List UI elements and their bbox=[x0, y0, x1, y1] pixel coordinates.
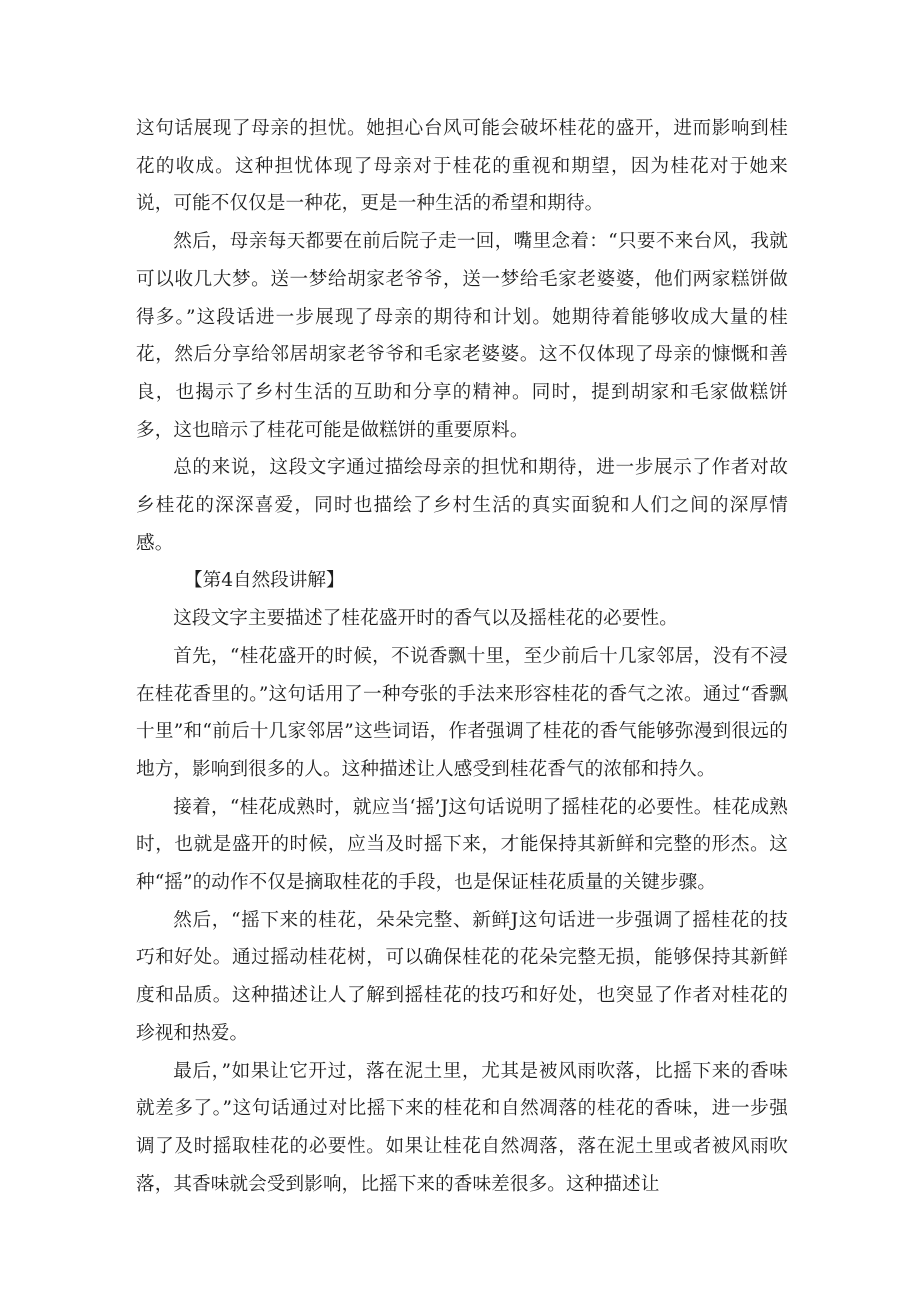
paragraph-5: 首先，“桂花盛开的时候，不说香飘十里，至少前后十几家邻居，没有不浸在桂花香里的。”这句话用了一种夸张的手法来形容桂花的香气之浓。通过“香飘十里”和“前后十几家邻居”这些词语，作者强调了桂花的香气能够弥漫到很远的地方，影响到很多的人。这种描述让人感受到桂花香气的浓郁和持久。 bbox=[136, 645, 788, 780]
paragraph-7: 然后，“摇下来的桂花，朵朵完整、新鲜J这句话进一步强调了摇桂花的技巧和好处。通过摇动桂花树，可以确保桂花的花朵完整无损，能够保持其新鲜度和品质。这种描述让人了解到摇桂花的技巧和好处，也突显了作者对桂花的珍视和热爱。 bbox=[136, 909, 788, 1044]
paragraph-3: 总的来说，这段文字通过描绘母亲的担忧和期待，进一步展示了作者对故乡桂花的深深喜爱，同时也描绘了乡村生活的真实面貌和人们之间的深厚情感。 bbox=[136, 457, 788, 554]
paragraph-2: 然后，母亲每天都要在前后院子走一回，嘴里念着：“只要不来台风，我就可以收几大梦。送一梦给胡家老爷爷，送一梦给毛家老婆婆，他们两家糕饼做得多。”这段话进一步展现了母亲的期待和计划。她期待着能够收成大量的桂花，然后分享给邻居胡家老爷爷和毛家老婆婆。这不仅体现了母亲的慷慨和善良，也揭示了乡村生活的互助和分享的精神。同时，提到胡家和毛家做糕饼多，这也暗示了桂花可能是做糕饼的重要原料。 bbox=[136, 231, 788, 441]
paragraph-4: 这段文字主要描述了桂花盛开时的香气以及摇桂花的必要性。 bbox=[173, 608, 678, 630]
paragraph-1: 这句话展现了母亲的担忧。她担心台风可能会破坏桂花的盛开，进而影响到桂花的收成。这种担忧体现了母亲对于桂花的重视和期望，因为桂花对于她来说，可能不仅仅是一种花，更是一种生活的希望和期待。 bbox=[136, 118, 788, 215]
paragraph-6: 接着，“桂花成熟时，就应当‘摇’J这句话说明了摇桂花的必要性。桂花成熟时，也就是盛开的时候，应当及时摇下来，才能保持其新鲜和完整的形杰。这种“摇”的动作不仅是摘取桂花的手段，也是保证桂花质量的关键步骤。 bbox=[136, 796, 788, 894]
section-heading: 【第4自然段讲解】 bbox=[184, 570, 345, 592]
paragraph-8: 最后，”如果让它开过，落在泥土里，尤其是被风雨吹落，比摇下来的香味就差多了。”这句话通过对比摇下来的桂花和自然凋落的桂花的香味，进一步强调了及时摇取桂花的必要性。如果让桂花自然凋落，落在泥土里或者被风雨吹落，其香味就会受到影响，比摇下来的香味差很多。这种描述让 bbox=[136, 1060, 788, 1195]
document-body bbox=[136, 110, 788, 1203]
